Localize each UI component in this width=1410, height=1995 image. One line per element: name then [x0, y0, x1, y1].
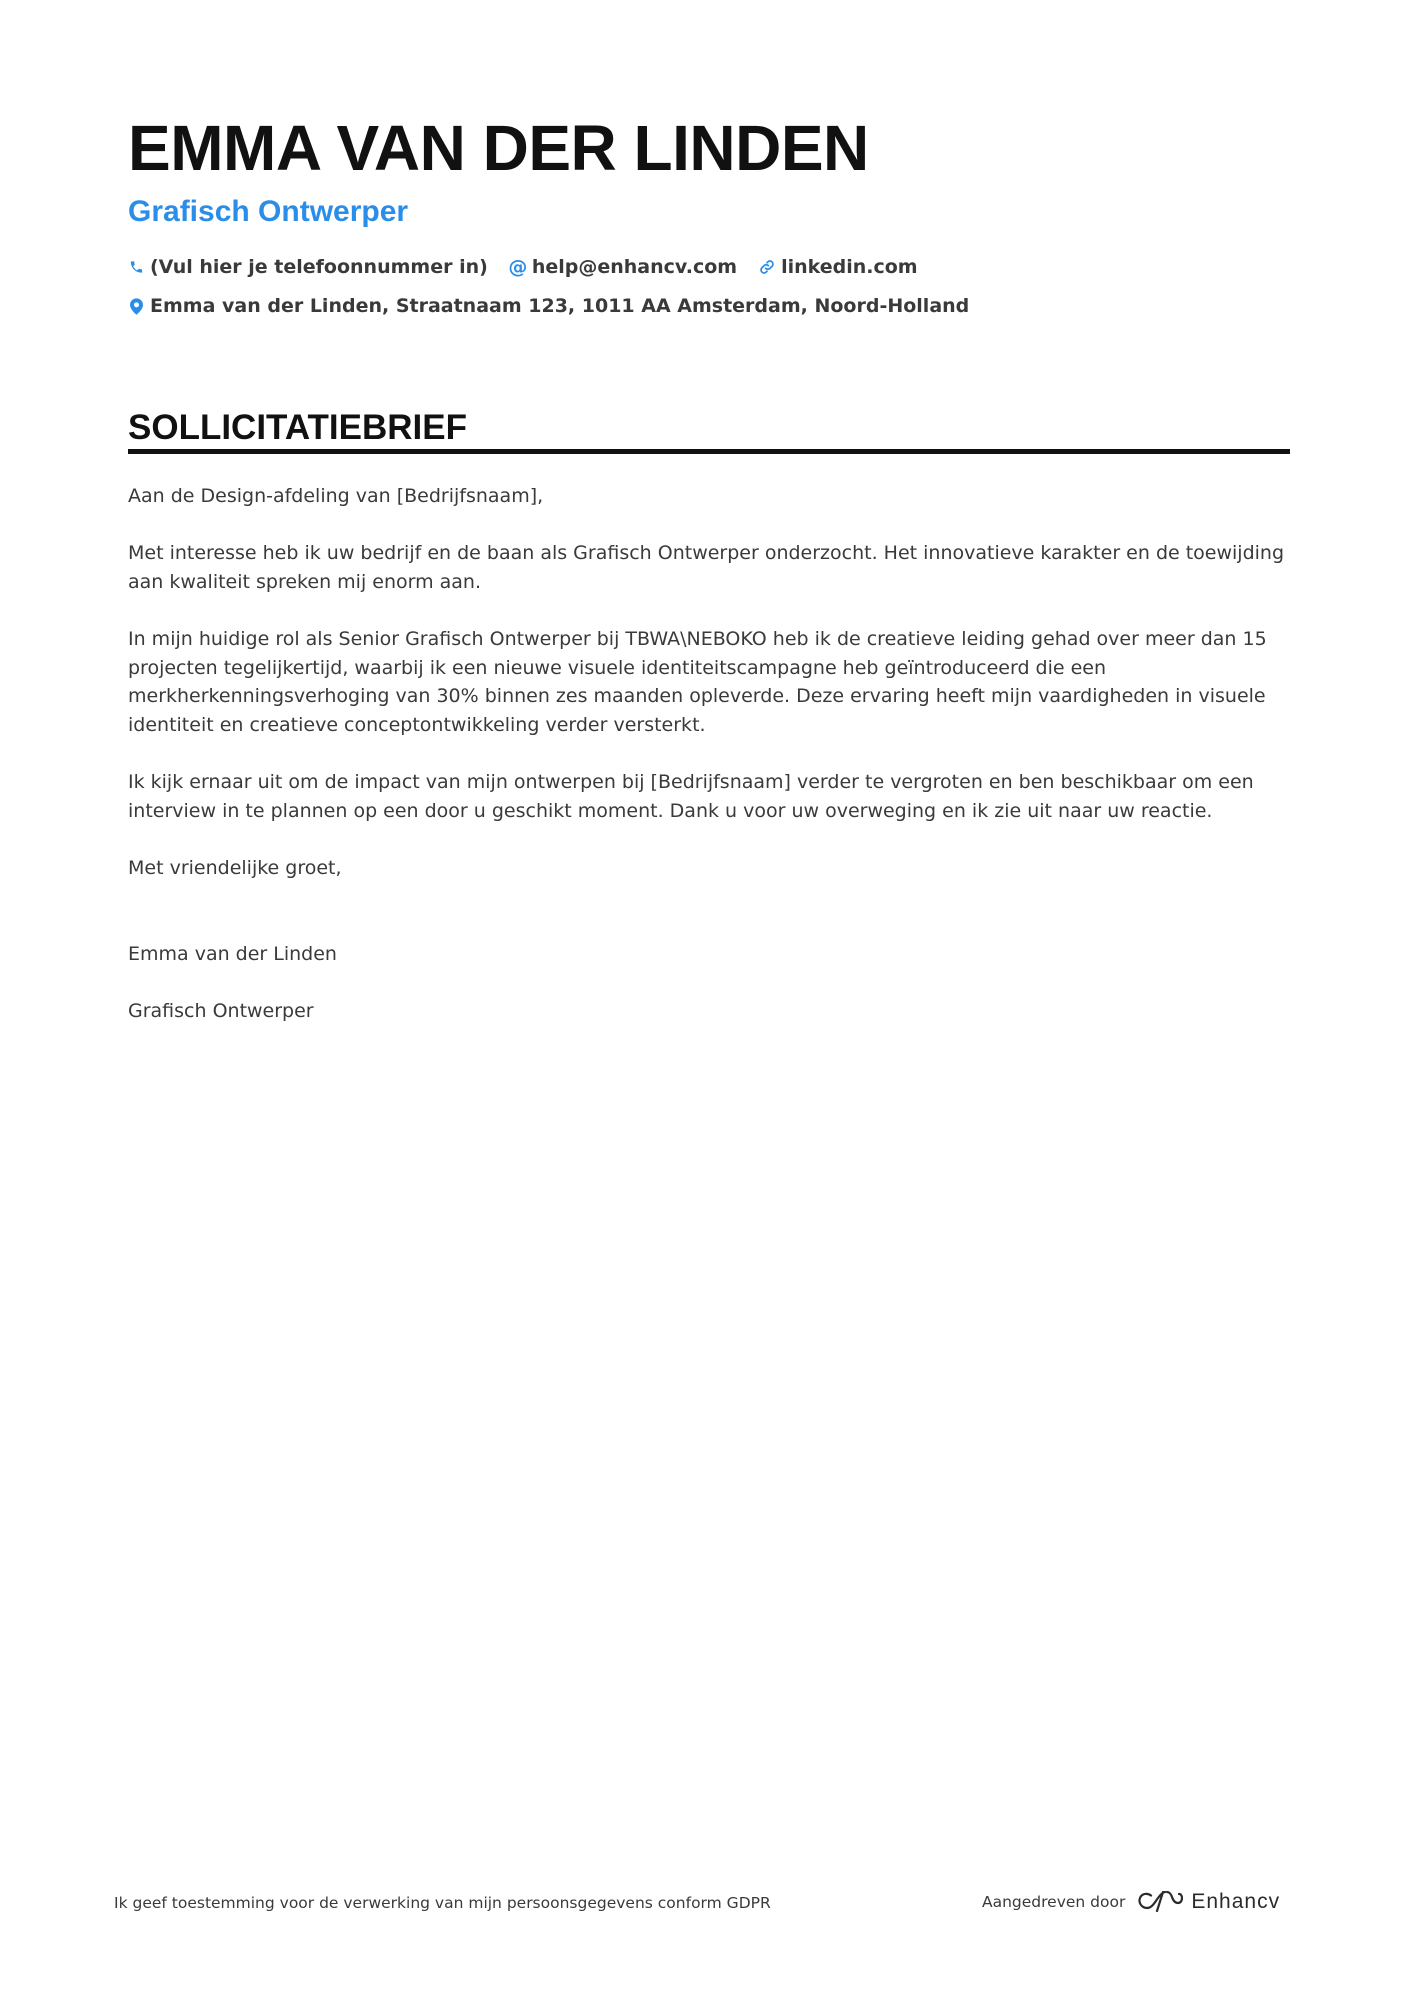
letter-closing: Met vriendelijke groet, [128, 857, 342, 879]
signature-title: Grafisch Ontwerper [128, 1000, 314, 1022]
contact-row-address [128, 292, 991, 320]
location-pin-icon [128, 297, 144, 315]
powered-by-label: Aangedreven door [982, 1893, 1126, 1911]
section-title: SOLLICITATIEBRIEF [128, 408, 467, 447]
applicant-name: EMMA VAN DER LINDEN [128, 112, 869, 184]
contact-phone [128, 253, 488, 281]
contact-email[interactable] [510, 253, 737, 281]
enhancv-logo-icon [1137, 1890, 1183, 1914]
letter-paragraph: In mijn huidige rol als Senior Grafisch Ontwerper bij TBWA\NEBOKO heb ik de creatieve leiding gehad over meer dan 15 projecten tegelijkertijd, waarbij ik een nieuwe visuele identiteitscampagne heb geïntroduceerd die een merkherkenningsverhoging van 30% binnen zes maanden opleverde. Deze ervaring heeft mijn vaardigheden in visuele identiteit en creatieve conceptontwikkeling verder versterkt. [128, 628, 1267, 737]
signature-name: Emma van der Linden [128, 943, 337, 965]
section-divider [128, 449, 1290, 454]
contact-address [128, 292, 969, 320]
phone-icon [128, 258, 144, 276]
at-icon: @ [508, 255, 528, 278]
brand-name: Enhancv [1191, 1890, 1281, 1913]
email-link[interactable]: help@enhancv.com [531, 256, 738, 278]
phone-text: (Vul hier je telefoonnummer in) [150, 256, 488, 278]
contact-row-primary [128, 253, 940, 281]
letter-greeting: Aan de Design-afdeling van [Bedrijfsnaam], [128, 485, 544, 507]
powered-by[interactable] [982, 1890, 1280, 1914]
letter-paragraph: Met interesse heb ik uw bedrijf en de baan als Grafisch Ontwerper onderzocht. Het innovatieve karakter en de toewijding aan kwaliteit spreken mij enorm aan. [128, 542, 1285, 593]
contact-linkedin[interactable] [759, 253, 918, 281]
applicant-job-title: Grafisch Ontwerper [128, 195, 409, 228]
gdpr-consent: Ik geef toestemming voor de verwerking van mijn persoonsgegevens conform GDPR [114, 1894, 771, 1912]
letter-paragraph: Ik kijk ernaar uit om de impact van mijn ontwerpen bij [Bedrijfsnaam] verder te vergroten en ben beschikbaar om een interview in te plannen op een door u geschikt moment. Dank u voor uw overweging en ik zie uit naar uw reactie. [128, 771, 1254, 822]
link-icon [759, 258, 775, 276]
address-text: Emma van der Linden, Straatnaam 123, 1011 AA Amsterdam, Noord-Holland [150, 295, 970, 317]
linkedin-link[interactable]: linkedin.com [781, 256, 918, 278]
